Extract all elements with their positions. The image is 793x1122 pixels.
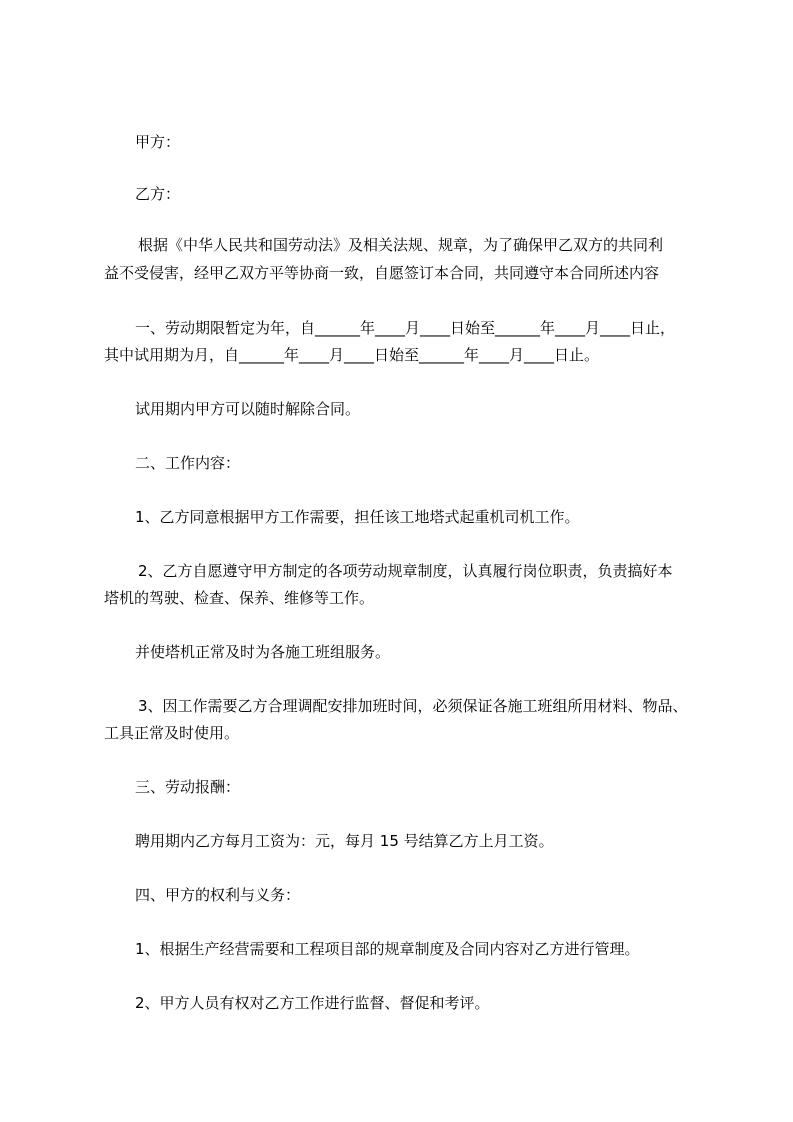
party-a-label: 甲方：	[135, 133, 181, 151]
clause-1-line-1: 一、劳动期限暂定为年，自______年____月____日始至______年____月____日止，	[135, 319, 676, 337]
section-4-title: 四、甲方的权利与义务：	[135, 886, 301, 904]
section-2-item-1: 1、乙方同意根据甲方工作需要，担任该工地塔式起重机司机工作。	[135, 508, 580, 526]
preamble-line-1: 根据《中华人民共和国劳动法》及相关法规、规章，为了确保甲乙双方的共同利	[138, 236, 664, 254]
section-2-title: 二、工作内容：	[135, 454, 241, 472]
section-4-item-1: 1、根据生产经营需要和工程项目部的规章制度及合同内容对乙方进行管理。	[135, 940, 640, 958]
section-2-note: 并使塔机正常及时为各施工班组服务。	[135, 643, 391, 661]
section-2-item-2-line-1: 2、乙方自愿遵守甲方制定的各项劳动规章制度，认真履行岗位职责，负责搞好本	[138, 562, 673, 580]
section-3-text: 聘用期内乙方每月工资为：元，每月 15 号结算乙方上月工资。	[135, 832, 554, 850]
section-2-item-2-line-2: 塔机的驾驶、检查、保养、维修等工作。	[104, 589, 375, 607]
section-4-item-2: 2、甲方人员有权对乙方工作进行监督、督促和考评。	[135, 994, 490, 1012]
clause-1-line-2: 其中试用期为月，自______年____月____日始至______年____月____日止。	[104, 346, 600, 364]
party-b-label: 乙方：	[135, 185, 181, 203]
section-2-item-3-line-1: 3、因工作需要乙方合理调配安排加班时间，必须保证各施工班组所用材料、物品、	[138, 697, 688, 715]
probation-note: 试用期内甲方可以随时解除合同。	[135, 400, 361, 418]
preamble-line-2: 益不受侵害，经甲乙双方平等协商一致，自愿签订本合同，共同遵守本合同所述内容	[104, 264, 660, 282]
section-2-item-3-line-2: 工具正常及时使用。	[104, 724, 240, 742]
section-3-title: 三、劳动报酬：	[135, 778, 241, 796]
